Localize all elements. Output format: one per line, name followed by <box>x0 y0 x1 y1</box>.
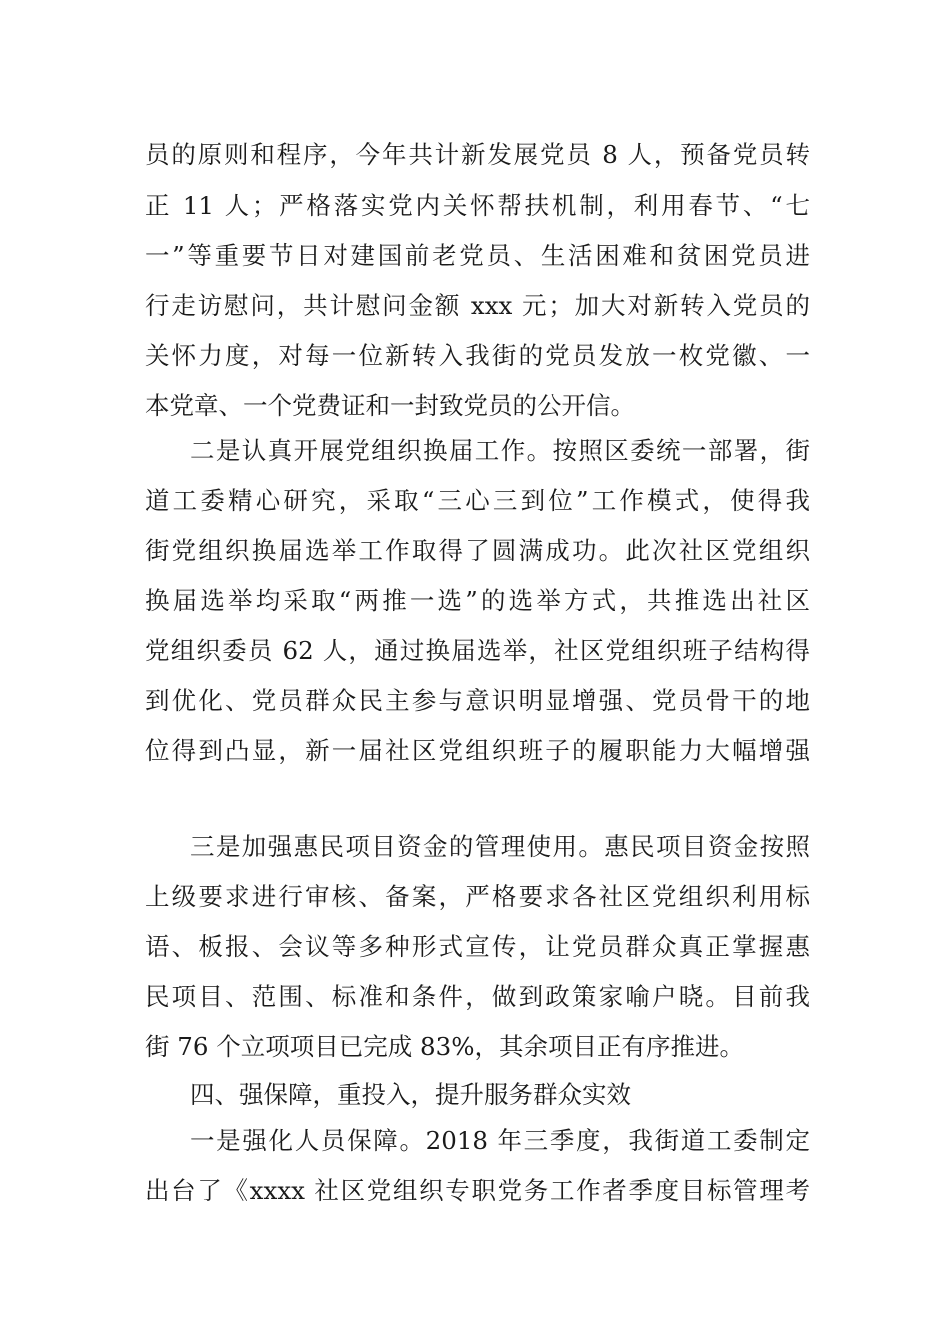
section-heading: 四、强保障，重投入，提升服务群众实效 <box>190 1080 631 1109</box>
paragraph-4-first-line: 一是强化人员保障。2018 年三季度，我街道工委制定 <box>190 1126 810 1155</box>
text-line-21: 出台了《xxxx 社区党组织专职党务工作者季度目标管理考 <box>145 1176 810 1205</box>
text-line-15: 上级要求进行审核、备案，严格要求各社区党组织利用标 <box>145 882 810 911</box>
text-line-16: 语、板报、会议等多种形式宣传，让党员群众真正掌握惠 <box>145 932 810 961</box>
paragraph-3-first-line: 三是加强惠民项目资金的管理使用。惠民项目资金按照 <box>190 832 810 861</box>
text-line-4: 行走访慰问，共计慰问金额 xxx 元；加大对新转入党员的 <box>145 291 810 320</box>
text-line-18: 街 76 个立项项目已完成 83%，其余项目正有序推进。 <box>145 1032 744 1061</box>
text-line-17: 民项目、范围、标准和条件，做到政策家喻户晓。目前我 <box>145 982 810 1011</box>
paragraph-2-first-line: 二是认真开展党组织换届工作。按照区委统一部署，街 <box>190 436 810 465</box>
text-line-2: 正 11 人；严格落实党内关怀帮扶机制，利用春节、“七 <box>145 191 810 220</box>
text-line-3: 一”等重要节日对建国前老党员、生活困难和贫困党员进 <box>145 241 810 270</box>
text-line-11: 党组织委员 62 人，通过换届选举，社区党组织班子结构得 <box>145 636 810 665</box>
text-line-8: 道工委精心研究，采取“三心三到位”工作模式，使得我 <box>145 486 810 515</box>
text-line-1: 员的原则和程序，今年共计新发展党员 8 人，预备党员转 <box>145 140 810 169</box>
text-line-6: 本党章、一个党费证和一封致党员的公开信。 <box>145 391 635 420</box>
text-line-5: 关怀力度，对每一位新转入我街的党员发放一枚党徽、一 <box>145 341 810 370</box>
text-line-9: 街党组织换届选举工作取得了圆满成功。此次社区党组织 <box>145 536 810 565</box>
text-line-12: 到优化、党员群众民主参与意识明显增强、党员骨干的地 <box>145 686 810 715</box>
text-line-13: 位得到凸显，新一届社区党组织班子的履职能力大幅增强 <box>145 736 810 765</box>
text-line-10: 换届选举均采取“两推一选”的选举方式，共推选出社区 <box>145 586 810 615</box>
